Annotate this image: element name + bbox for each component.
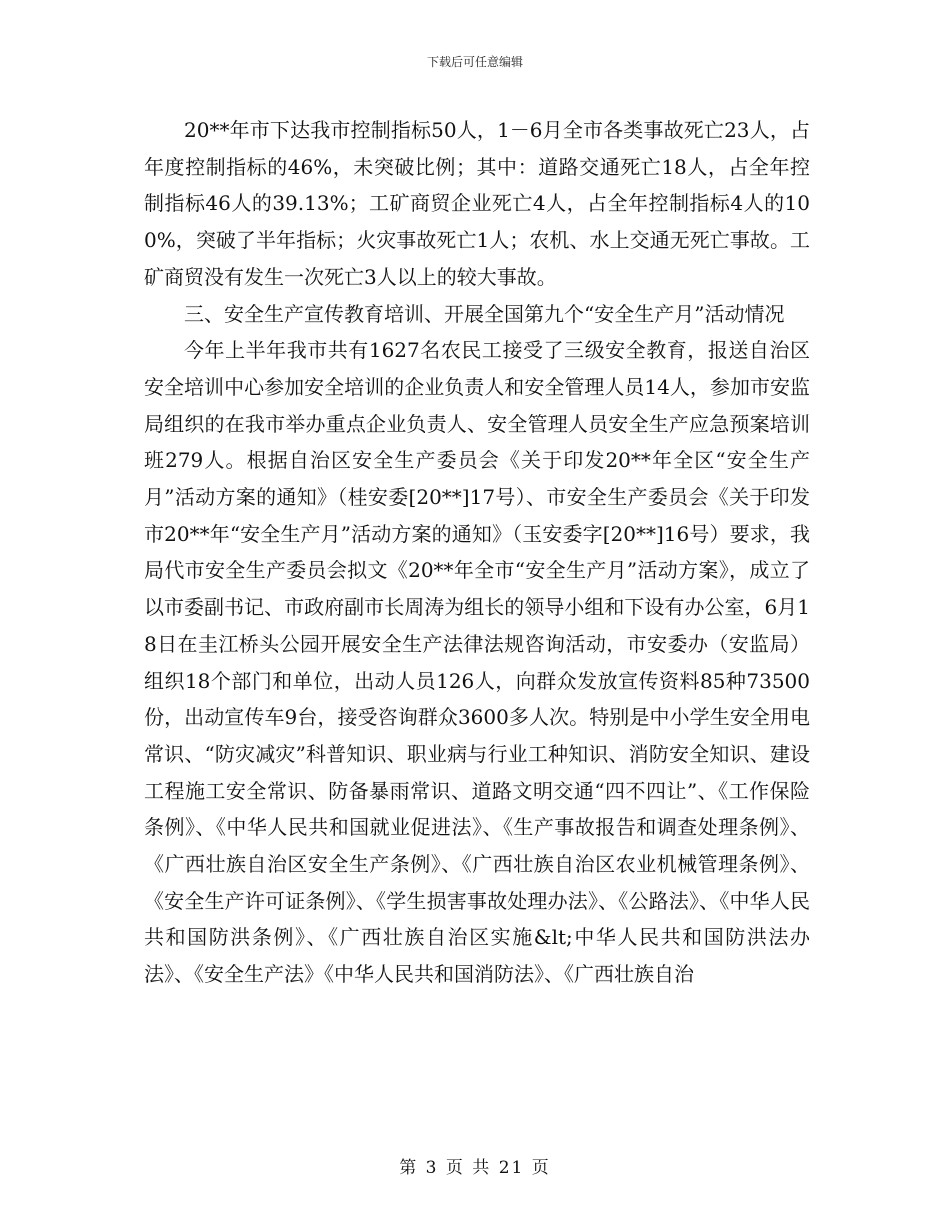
page-header: 下载后可任意编辑	[426, 55, 523, 69]
document-body	[144, 112, 810, 993]
paragraph: 20**年市下达我市控制指标50人，1－6月全市各类事故死亡23人，占年度控制指标的46%，未突破比例；其中：道路交通死亡18人，占全年控制指标46人的39.13%；工矿商贸企业死亡4人，占全年控制指标4人的100%，突破了半年指标；火灾事故死亡1人；农机、水上交通无死亡事故。工矿商贸没有发生一次死亡3人以上的较大事故。	[144, 118, 810, 289]
paragraph: 今年上半年我市共有1627名农民工接受了三级安全教育，报送自治区安全培训中心参加安全培训的企业负责人和安全管理人员14人，参加市安监局组织的在我市举办重点企业负责人、安全管理人员安全生产应急预案培训班279人。根据自治区安全生产委员会《关于印发20**年全区“安全生产月”活动方案的通知》（桂安委[20**]17号）、市安全生产委员会《关于印发市20**年“安全生产月”活动方案的通知》（玉安委字[20**]16号）要求，我局代市安全生产委员会拟文《20**年全市“安全生产月”活动方案》，成立了以市委副书记、市政府副市长周涛为组长的领导小组和下设有办公室，6月18日在圭江桥头公园开展安全生产法律法规咨询活动，市安委办（安监局）组织18个部门和单位，出动人员126人，向群众发放宣传资料85种73500份，出动宣传车9台，接受咨询群众3600多人次。特别是中小学生安全用电常识、“防灾减灾”科普知识、职业病与行业工种知识、消防安全知识、建设工程施工安全常识、防备暴雨常识、道路文明交通“四不四让”、《工作保险条例》、《中华人民共和国就业促进法》、《生产事故报告和调查处理条例》、《广西壮族自治区安全生产条例》、《广西壮族自治区农业机械管理条例》、《安全生产许可证条例》、《学生损害事故处理办法》、《公路法》、《中华人民共和国防洪条例》、《广西壮族自治区实施&lt;中华人民共和国防洪法办法》、《安全生产法》《中华人民共和国消防法》、《广西壮族自治	[144, 338, 810, 987]
section-heading: 三、安全生产宣传教育培训、开展全国第九个“安全生产月”活动情况	[184, 301, 785, 326]
page-footer: 第 3 页 共 21 页	[399, 1158, 551, 1178]
